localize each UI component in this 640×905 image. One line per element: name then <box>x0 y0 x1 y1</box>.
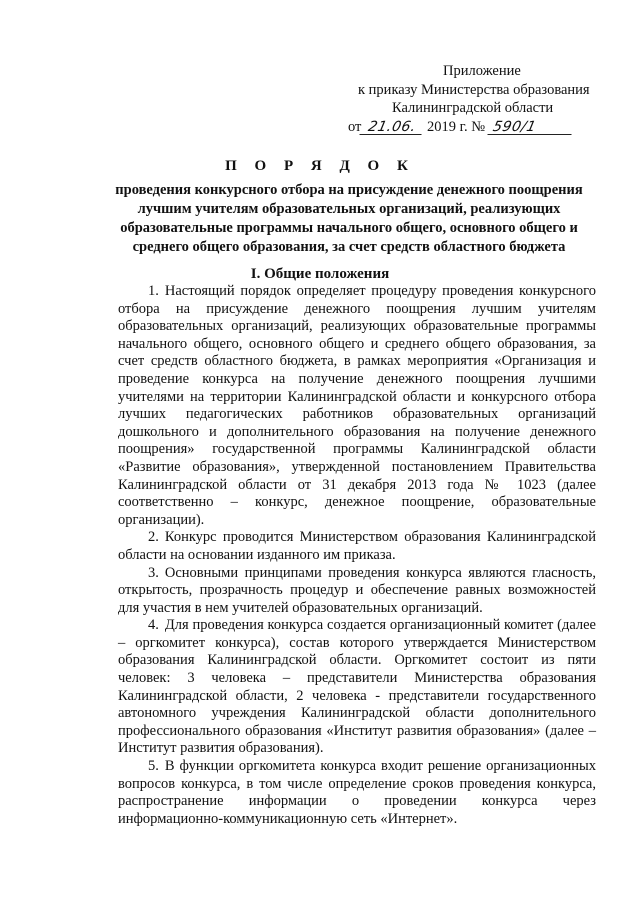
appendix-block <box>340 62 610 136</box>
paragraph-text: Конкурс проводится Министерством образования Калининградской области на основании изданного им приказа. <box>118 529 596 563</box>
year-text: 2019 г. № <box>427 118 486 135</box>
paragraph-4 <box>118 617 596 758</box>
paragraph-text: В функции оргкомитета конкурса входит решение организационных вопросов конкурса, в том числе определение сроков проведения конкурса, распространение информации о проведении конкурса через информационно-коммуникационную сеть «Интернет». <box>118 758 596 827</box>
section-heading: I. Общие положения <box>250 266 390 282</box>
paragraph-3 <box>118 565 596 618</box>
paragraph-number: 1. <box>148 283 159 299</box>
paragraph-number: 2. <box>148 529 159 546</box>
paragraph-number: 5. <box>148 758 159 775</box>
document-title: П О Р Я Д О К <box>225 158 415 174</box>
paragraph-number: 3. <box>148 564 159 581</box>
appendix-order-ref: к приказу Министерства образования <box>358 81 590 98</box>
document-subtitle: проведения конкурсного отбора на присуждение денежного поощрения лучшим учителям образовательных организаций, реализующих образовательные программы начального общего, основного общего и среднего общего образования, за счет средств областного бюджета <box>115 182 583 255</box>
document-body <box>118 283 596 828</box>
appendix-date-line <box>340 118 610 137</box>
paragraph-text: Настоящий порядок определяет процедуру проведения конкурсного отбора на присуждение денежного поощрения лучшим учителям образовательных организаций, реализующих образовательные программы начального общего, основного общего и среднего общего образования, за счет средств областного бюджета, в рамках мероприятия «Организация и проведение конкурса на получение денежного поощрения лучшими учителями на территории Калининградской области и конкурсного отбора лучших педагогических работников образовательных организаций дошкольного и дополнительного образования на получение денежного поощрения» государственной программы Калининградской области «Развитие образования», утвержденной постановлением Правительства Калининградской области от 31 декабря 2013 года № 1023 (далее соответственно – конкурс, денежное поощрение, образовательные организации). <box>118 283 596 528</box>
paragraph-2 <box>118 529 596 564</box>
appendix-label: Приложение <box>443 63 521 79</box>
paragraph-5 <box>118 758 596 828</box>
paragraph-text: Для проведения конкурса создается организационный комитет (далее – оргкомитет конкурса), состав которого утверждается Министерством образования Калининградской области. Оргкомитет состоит из пяти человек: 3 человека – представители Министерства образования Калининградской области, 2 человека - представители государственного автономного учреждения Калининградской области дополнительного профессионального образования «Институт развития образования» (далее – Институт развития образования). <box>118 617 596 757</box>
paragraph-1 <box>118 283 596 529</box>
date-prefix: от <box>348 118 362 135</box>
handwritten-order-number: 590/1 <box>487 120 574 135</box>
appendix-region: Калининградской области <box>392 100 554 116</box>
paragraph-text: Основными принципами проведения конкурса являются гласность, открытость, прозрачность процедур и обеспечение равных возможностей для участия в нем учителей образовательных организаций. <box>118 564 596 616</box>
handwritten-date: 21.06. <box>360 120 425 135</box>
paragraph-number: 4. <box>148 617 159 634</box>
